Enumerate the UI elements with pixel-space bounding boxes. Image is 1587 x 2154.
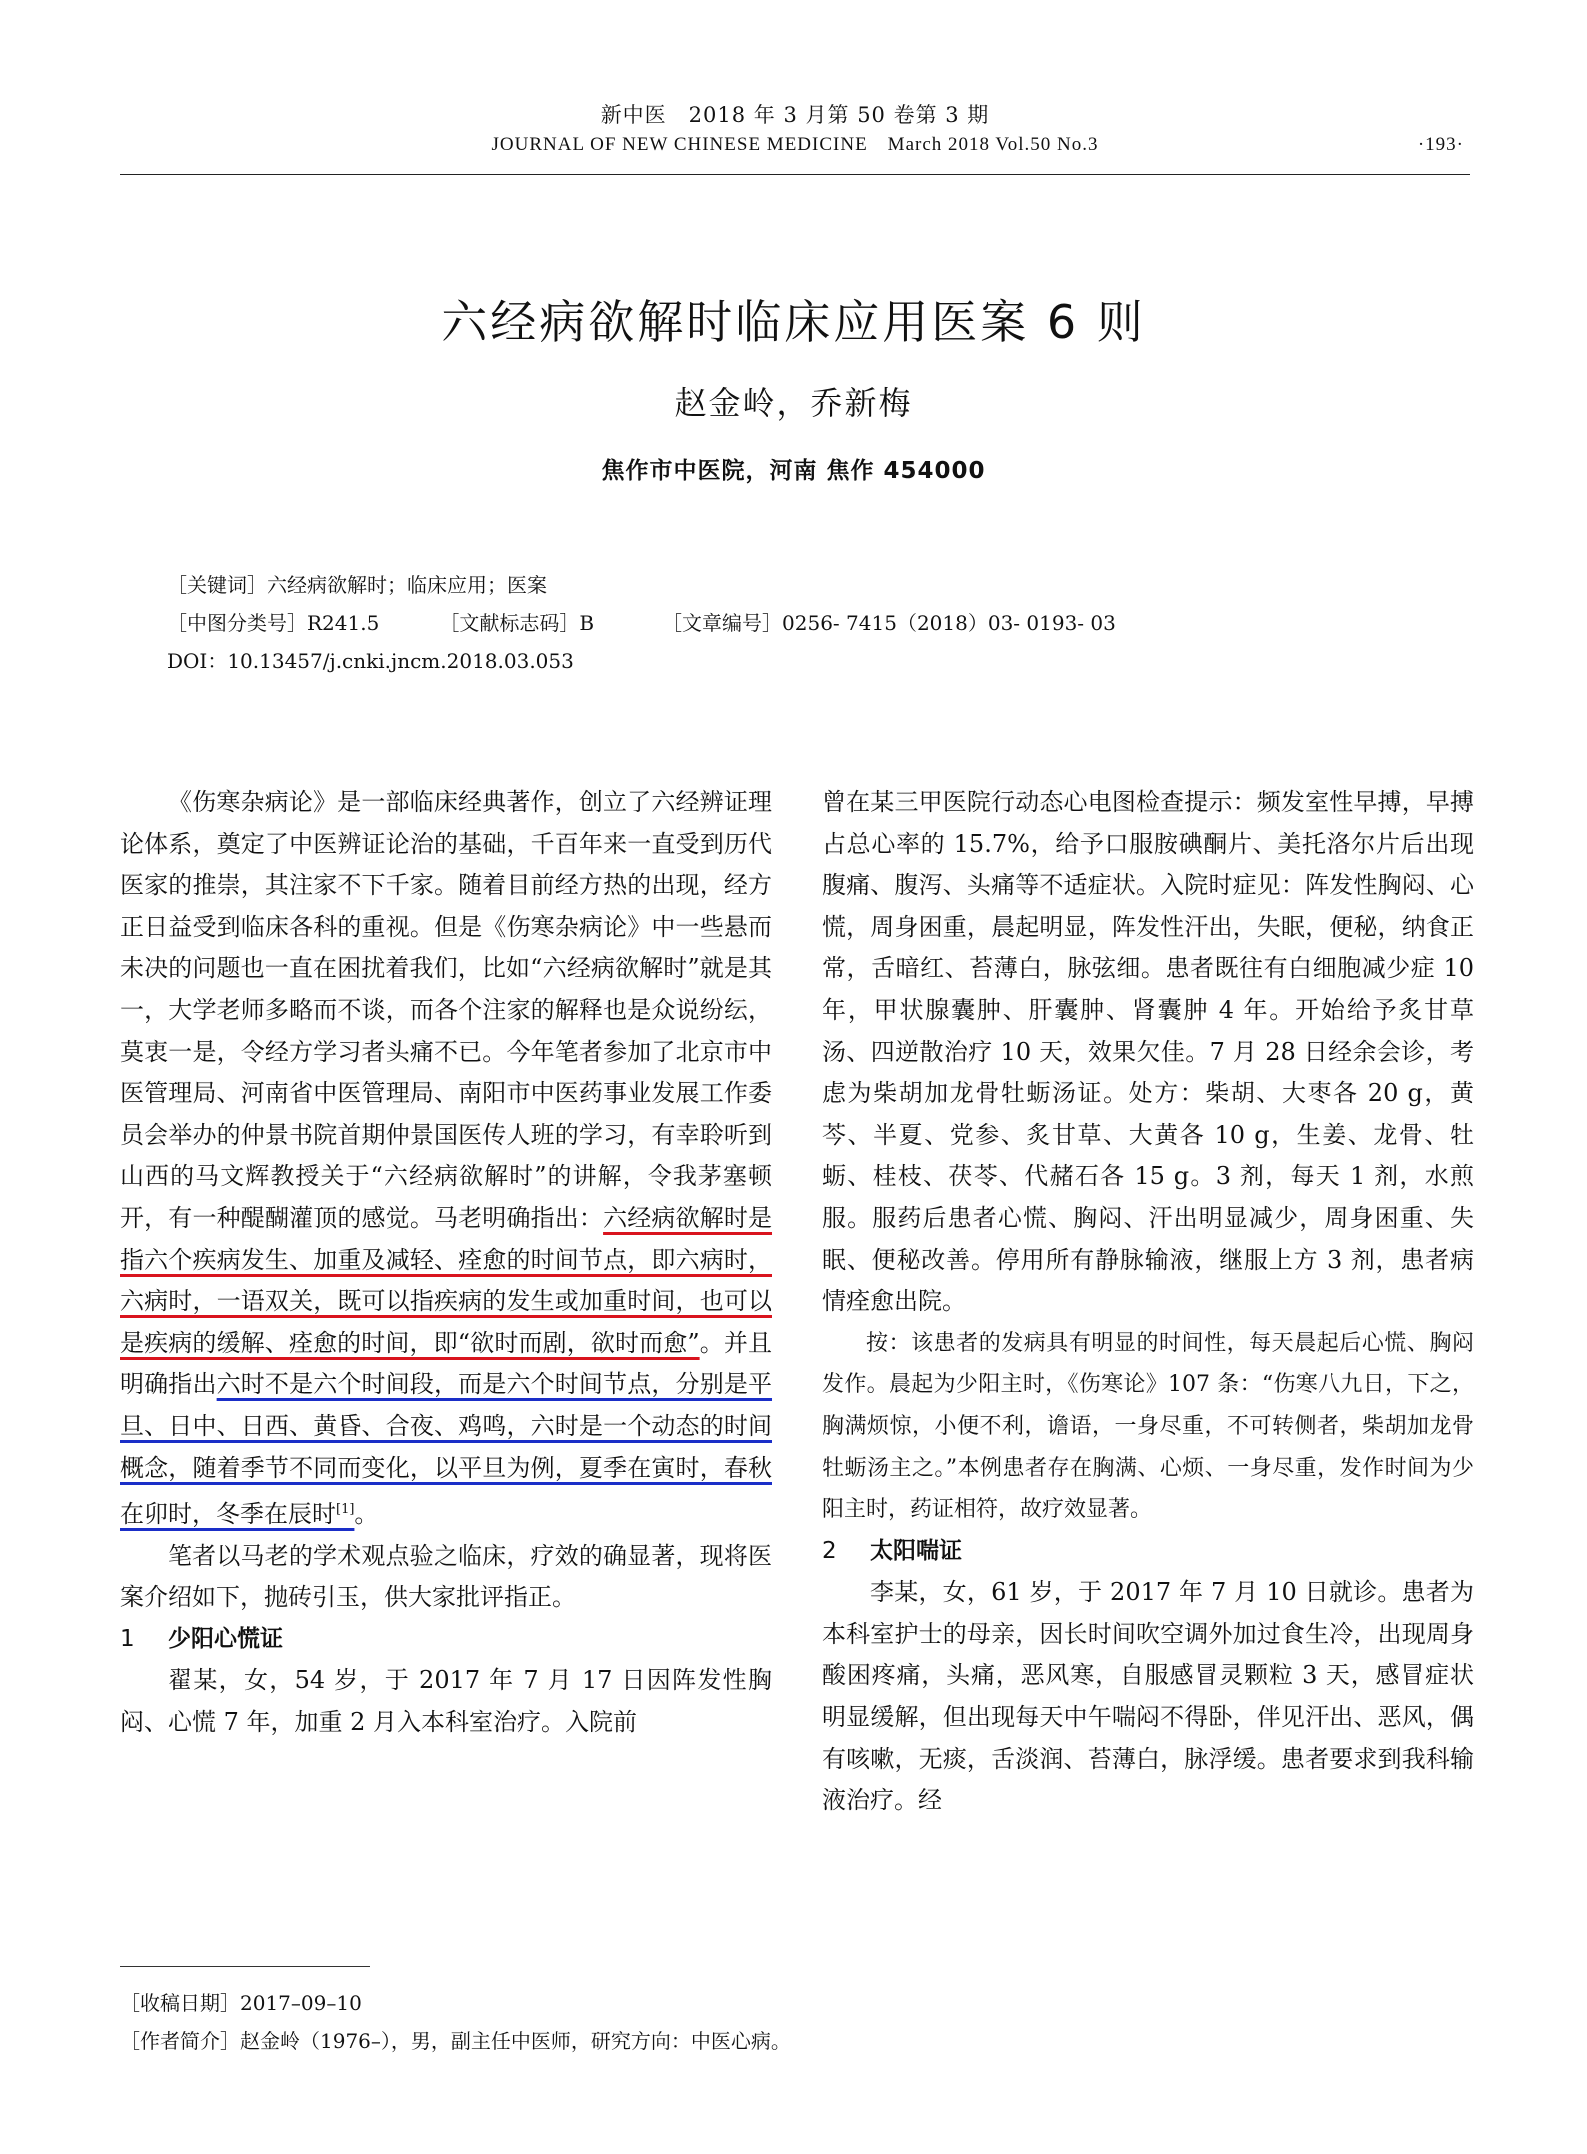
clc-value: R241.5 [307, 611, 380, 635]
article-title: 六经病欲解时临床应用医案 6 则 [441, 295, 1146, 349]
author-bio-label: ［作者简介］ [120, 2029, 240, 2053]
blue-passage-text: 六时不是六个时间段，而是六个时间节点，分别是平旦、日中、日西、黄昏、合夜、鸡鸣，六时是一个动态的时间概念，随着季节不同而变化，以平旦为例，夏季在寅时，春秋在卯时，冬季在辰时 [120, 1370, 773, 1529]
keywords-label: ［关键词］ [167, 573, 267, 597]
intro-paragraph-1 [120, 782, 772, 1536]
received-label: ［收稿日期］ [120, 1991, 240, 2015]
keywords-line [167, 566, 1116, 604]
section-heading-1 [120, 1619, 772, 1661]
case1-continuation: 曾在某三甲医院行动态心电图检查提示：频发室性早搏，早搏占总心率的 15.7%，给予口服胺碘酮片、美托洛尔片后出现腹痛、腹泻、头痛等不适症状。入院时症见：阵发性胸闷、心慌，周身困重，晨起明显，阵发性汗出，失眠，便秘，纳食正常，舌暗红、苔薄白，脉弦细。患者既往有白细胞减少症 10 年，甲状腺囊肿、肝囊肿、肾囊肿 4 年。开始给予炙甘草汤、四逆散治疗 10 天，效果欠佳。7 月 28 日经余会诊，考虑为柴胡加龙骨牡蛎汤证。处方：柴胡、大枣各 20 g，黄芩、半夏、党参、炙甘草、大黄各 10 g，生姜、龙骨、牡蛎、桂枝、茯苓、代赭石各 15 g。3 剂，每天 1 剂，水煎服。服药后患者心慌、胸闷、汗出明显减少，周身困重、失眠、便秘改善。停用所有静脉输液，继服上方 3 剂，患者病情痊愈出院。 [822, 788, 1474, 1316]
journal-name-en [120, 130, 1470, 160]
case2-paragraph: 李某，女，61 岁，于 2017 年 7 月 10 日就诊。患者为本科室护士的母亲，因长时间吹空调外加过食生冷，出现周身酸困疼痛，头痛，恶风寒，自服感冒灵颗粒 3 天，感冒症状明显缓解，但出现每天中午喘闷不得卧，伴见汗出、恶风，偶有咳嗽，无痰，舌淡润、苔薄白，脉浮缓。患者要求到我科输液治疗。经 [822, 1578, 1474, 1815]
red-underlined-passage: 六经病欲解时是指六个疾病发生、加重及减轻、痊愈的时间节点，即六病时，六病时，一语双关，既可以指疾病的发生或加重时间，也可以是疾病的缓解、痊愈的时间，即“欲时而剧，欲时而愈” [120, 1203, 773, 1357]
doc-code-label: ［文献标志码］ [439, 611, 580, 635]
citation-ref-1: [1] [336, 1502, 355, 1518]
running-header [120, 100, 1470, 175]
header-rule [120, 174, 1470, 175]
blue-underlined-passage [120, 1370, 772, 1528]
right-column [822, 782, 1474, 1822]
article-no-label: ［文章编号］ [662, 611, 783, 635]
page-number: ·193· [1417, 134, 1464, 155]
left-column [120, 782, 772, 1744]
case1-commentary: 按：该患者的发病具有明显的时间性，每天晨起后心慌、胸闷发作。晨起为少阳主时，《伤寒论》107 条：“伤寒八九日，下之，胸满烦惊，小便不利，谵语，一身尽重，不可转侧者，柴胡加龙骨牡蛎汤主之。”本例患者存在胸满、心烦、一身尽重，发作时间为少阳主时，药证相符，故疗效显著。 [822, 1330, 1474, 1523]
received-date-line [120, 1984, 791, 2022]
section-title-2: 太阳喘证 [870, 1537, 962, 1564]
clc-label: ［中图分类号］ [167, 611, 307, 635]
intro-text-a: 《伤寒杂病论》是一部临床经典著作，创立了六经辨证理论体系，奠定了中医辨证论治的基础，千百年来一直受到历代医家的推崇，其注家不下千家。随着目前经方热的出现，经方正日益受到临床各科的重视。但是《伤寒杂病论》中一些悬而未决的问题也一直在困扰着我们，比如“六经病欲解时”就是其一，大学老师多略而不谈，而各个注家的解释也是众说纷纭，莫衷一是，令经方学习者头痛不已。今年笔者参加了北京市中医管理局、河南省中医管理局、南阳市中医药事业发展工作委员会举办的仲景书院首期仲景国医传人班的学习，有幸聆听到山西的马文辉教授关于“六经病欲解时”的讲解，令我茅塞顿开，有一种醍醐灌顶的感觉。马老明确指出： [120, 788, 772, 1232]
journal-name-en-text: JOURNAL OF NEW CHINESE MEDICINE March 2018 Vol.50 No.3 [491, 134, 1099, 155]
keywords-value: 六经病欲解时；临床应用；医案 [267, 573, 547, 597]
author-bio-line [120, 2022, 791, 2060]
footnotes [120, 1984, 791, 2060]
classification-line [167, 604, 1116, 642]
section-heading-2 [822, 1531, 1474, 1573]
intro-text-b: 。并且明确指出 [120, 1328, 772, 1399]
intro-text-end: 。 [354, 1500, 379, 1529]
journal-name-cn: 新中医 2018 年 3 月第 50 卷第 3 期 [600, 103, 990, 127]
author-bio-value: 赵金岭（1976–），男，副主任中医师，研究方向：中医心病。 [240, 2029, 791, 2053]
received-value: 2017–09–10 [240, 1991, 362, 2015]
article-no-value: 0256- 7415（2018）03- 0193- 03 [782, 611, 1116, 635]
intro-paragraph-2: 笔者以马老的学术观点验之临床，疗效的确显著，现将医案介绍如下，抛砖引玉，供大家批评指正。 [120, 1541, 772, 1612]
section-title-1: 少阳心慌证 [168, 1625, 283, 1652]
section-number-1: 1 [120, 1625, 135, 1652]
author-affiliation: 焦作市中医院，河南 焦作 454000 [601, 458, 986, 484]
doc-code-value: B [579, 611, 595, 635]
footnote-rule [120, 1966, 370, 1967]
article-authors: 赵金岭，乔新梅 [674, 384, 913, 422]
article-metadata [167, 566, 1116, 680]
case1-paragraph: 翟某，女，54 岁，于 2017 年 7 月 17 日因阵发性胸闷、心慌 7 年，加重 2 月入本科室治疗。入院前 [120, 1666, 772, 1737]
section-number-2: 2 [822, 1537, 837, 1564]
doi-line: DOI：10.13457/j.cnki.jncm.2018.03.053 [167, 649, 574, 673]
